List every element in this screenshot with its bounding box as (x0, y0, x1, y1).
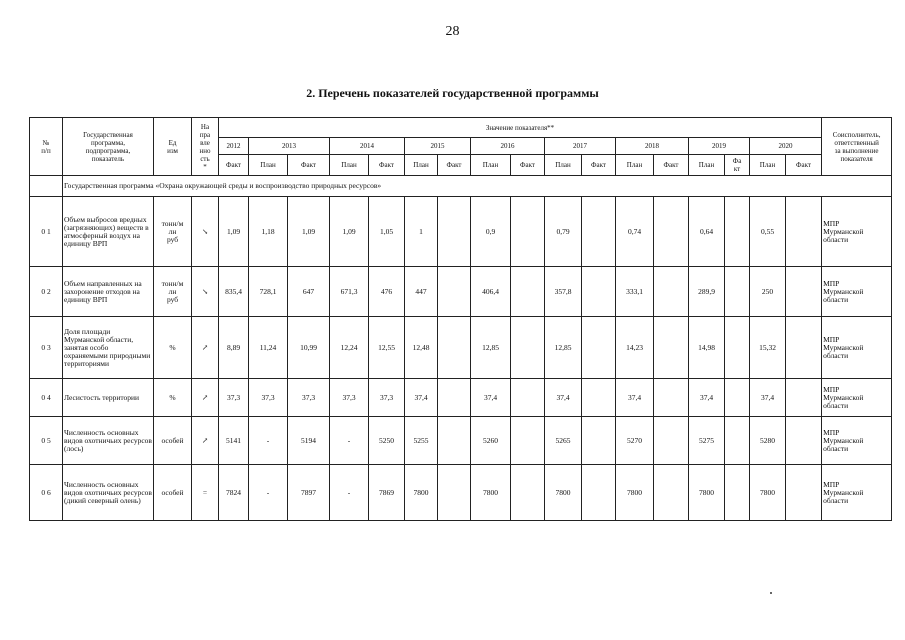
program-title: Государственная программа «Охрана окружающей среды и воспроизводство природных ресурсов» (63, 176, 892, 197)
year-2019: 2019 (689, 138, 750, 155)
row-value: 1,05 (369, 197, 405, 267)
row-value: 289,9 (689, 267, 725, 317)
row-unit: особей (154, 417, 192, 465)
row-unit: тонн/м лн руб (154, 197, 192, 267)
row-value: 37,4 (471, 379, 511, 417)
row-responsible: МПР Мурманской области (822, 379, 892, 417)
row-value (511, 465, 545, 521)
row-value (786, 267, 822, 317)
row-value (654, 379, 689, 417)
fact-2020: Факт (786, 155, 822, 176)
row-value: 250 (750, 267, 786, 317)
row-responsible: МПР Мурманской области (822, 465, 892, 521)
header-num: № п/п (30, 118, 63, 176)
row-value: 37,4 (689, 379, 725, 417)
row-value: 1,18 (249, 197, 288, 267)
plan-2017: План (545, 155, 582, 176)
row-value (786, 379, 822, 417)
row-value: 1,09 (288, 197, 330, 267)
row-indicator-name: Численность основных видов охотничьих ресурсов (дикий северный олень) (63, 465, 154, 521)
fact-2013: Факт (288, 155, 330, 176)
row-value: 12,55 (369, 317, 405, 379)
header-responsible: Соисполнитель, ответственный за выполнение показателя (822, 118, 892, 176)
row-value: 7800 (405, 465, 438, 521)
row-value (654, 465, 689, 521)
row-value: 5255 (405, 417, 438, 465)
year-2016: 2016 (471, 138, 545, 155)
table-row (30, 317, 892, 379)
row-value: 8,89 (219, 317, 249, 379)
row-value: - (330, 465, 369, 521)
row-num: 0 2 (30, 267, 63, 317)
row-value (438, 379, 471, 417)
row-value (786, 417, 822, 465)
row-value (654, 317, 689, 379)
row-value: 10,99 (288, 317, 330, 379)
row-value: 7800 (471, 465, 511, 521)
row-value: 0,55 (750, 197, 786, 267)
row-value (511, 379, 545, 417)
row-value: 406,4 (471, 267, 511, 317)
row-indicator-name: Объем выбросов вредных (загрязняющих) веществ в атмосферный воздух на единицу ВРП (63, 197, 154, 267)
plan-2020: План (750, 155, 786, 176)
row-value: - (249, 417, 288, 465)
row-num: 0 5 (30, 417, 63, 465)
row-value (725, 465, 750, 521)
row-value (654, 267, 689, 317)
row-value (725, 379, 750, 417)
row-value (511, 317, 545, 379)
row-value (786, 197, 822, 267)
fact-2015: Факт (438, 155, 471, 176)
table-row (30, 417, 892, 465)
row-value: 647 (288, 267, 330, 317)
row-indicator-name: Лесистость территории (63, 379, 154, 417)
table-row (30, 379, 892, 417)
row-value (511, 417, 545, 465)
indicator-table (29, 117, 892, 521)
year-2012: 2012 (219, 138, 249, 155)
row-responsible: МПР Мурманской области (822, 317, 892, 379)
row-value: 5250 (369, 417, 405, 465)
row-unit: тонн/м лн руб (154, 267, 192, 317)
row-value: 37,3 (249, 379, 288, 417)
row-value: 1,09 (219, 197, 249, 267)
row-value: 7800 (616, 465, 654, 521)
row-num: 0 3 (30, 317, 63, 379)
year-2013: 2013 (249, 138, 330, 155)
row-direction: ↗ (192, 379, 219, 417)
row-value: 12,85 (545, 317, 582, 379)
row-value: 0,74 (616, 197, 654, 267)
row-num: 0 1 (30, 197, 63, 267)
header-unit: Ед изм (154, 118, 192, 176)
header-values-group: Значение показателя** (219, 118, 822, 138)
fact-2019: Фа кт (725, 155, 750, 176)
row-indicator-name: Численность основных видов охотничьих ресурсов (лось) (63, 417, 154, 465)
plan-2018: План (616, 155, 654, 176)
row-value: 0,9 (471, 197, 511, 267)
row-value: 7897 (288, 465, 330, 521)
row-value (582, 317, 616, 379)
year-2014: 2014 (330, 138, 405, 155)
row-value (438, 197, 471, 267)
row-value: 37,3 (219, 379, 249, 417)
row-value (725, 417, 750, 465)
row-value: 7800 (545, 465, 582, 521)
year-2017: 2017 (545, 138, 616, 155)
row-value (582, 379, 616, 417)
fact-2016: Факт (511, 155, 545, 176)
plan-2014: План (330, 155, 369, 176)
table-row (30, 267, 892, 317)
row-value (438, 465, 471, 521)
row-value: 12,24 (330, 317, 369, 379)
fact-2014: Факт (369, 155, 405, 176)
row-direction: = (192, 465, 219, 521)
row-value: 7824 (219, 465, 249, 521)
row-indicator-name: Объем направленных на захоронение отходов на единицу ВРП (63, 267, 154, 317)
row-num: 0 6 (30, 465, 63, 521)
fact-2012: Факт (219, 155, 249, 176)
row-value: 7800 (750, 465, 786, 521)
table-row (30, 197, 892, 267)
row-value: 7800 (689, 465, 725, 521)
program-row (30, 176, 892, 197)
row-value (786, 465, 822, 521)
row-value: 5260 (471, 417, 511, 465)
row-direction: ↗ (192, 417, 219, 465)
row-responsible: МПР Мурманской области (822, 267, 892, 317)
row-value: 37,4 (545, 379, 582, 417)
row-value: 14,98 (689, 317, 725, 379)
plan-2019: План (689, 155, 725, 176)
row-value: 447 (405, 267, 438, 317)
row-unit: % (154, 317, 192, 379)
row-num: 0 4 (30, 379, 63, 417)
indicator-rows (30, 197, 892, 521)
row-value: 12,48 (405, 317, 438, 379)
row-value: 0,79 (545, 197, 582, 267)
row-indicator-name: Доля площади Мурманской области, занятая особо охраняемыми природными территориями (63, 317, 154, 379)
header-name: Государственная программа, подпрограмма, показатель (63, 118, 154, 176)
row-value: - (249, 465, 288, 521)
row-value: 5265 (545, 417, 582, 465)
row-value: 37,4 (750, 379, 786, 417)
row-value: 5270 (616, 417, 654, 465)
fact-2018: Факт (654, 155, 689, 176)
row-value: 12,85 (471, 317, 511, 379)
row-value (438, 267, 471, 317)
row-value: 37,3 (330, 379, 369, 417)
plan-2015: План (405, 155, 438, 176)
row-value: 476 (369, 267, 405, 317)
row-value: 357,8 (545, 267, 582, 317)
row-value: 835,4 (219, 267, 249, 317)
scan-speck (770, 592, 772, 594)
row-value (654, 417, 689, 465)
row-value: 11,24 (249, 317, 288, 379)
row-direction: ↗ (192, 317, 219, 379)
row-value: 37,4 (616, 379, 654, 417)
row-direction: ↘ (192, 197, 219, 267)
row-value: 671,3 (330, 267, 369, 317)
row-value (582, 465, 616, 521)
row-value: 5194 (288, 417, 330, 465)
row-value (582, 197, 616, 267)
row-value: 1 (405, 197, 438, 267)
row-value: 5280 (750, 417, 786, 465)
row-value: 15,32 (750, 317, 786, 379)
year-2018: 2018 (616, 138, 689, 155)
row-value (582, 267, 616, 317)
row-value (511, 267, 545, 317)
row-value: 37,3 (288, 379, 330, 417)
table-row (30, 465, 892, 521)
plan-2016: План (471, 155, 511, 176)
row-value (725, 267, 750, 317)
plan-2013: План (249, 155, 288, 176)
row-value (438, 417, 471, 465)
row-value: 7869 (369, 465, 405, 521)
row-value: - (330, 417, 369, 465)
row-value: 14,23 (616, 317, 654, 379)
row-responsible: МПР Мурманской области (822, 197, 892, 267)
row-unit: % (154, 379, 192, 417)
page-number: 28 (445, 24, 460, 39)
row-value (654, 197, 689, 267)
row-value: 333,1 (616, 267, 654, 317)
row-value: 5275 (689, 417, 725, 465)
page-title: 2. Перечень показателей государственной программы (306, 86, 599, 100)
row-value (786, 317, 822, 379)
row-value: 1,09 (330, 197, 369, 267)
indicator-table-wrapper (29, 117, 888, 521)
row-value (582, 417, 616, 465)
row-direction: ↘ (192, 267, 219, 317)
fact-2017: Факт (582, 155, 616, 176)
row-value (725, 197, 750, 267)
row-value (725, 317, 750, 379)
row-value: 37,3 (369, 379, 405, 417)
year-2015: 2015 (405, 138, 471, 155)
year-2020: 2020 (750, 138, 822, 155)
row-value (511, 197, 545, 267)
program-row-num (30, 176, 63, 197)
row-value: 728,1 (249, 267, 288, 317)
row-responsible: МПР Мурманской области (822, 417, 892, 465)
row-value: 5141 (219, 417, 249, 465)
row-value: 37,4 (405, 379, 438, 417)
row-value (438, 317, 471, 379)
row-unit: особей (154, 465, 192, 521)
row-value: 0,64 (689, 197, 725, 267)
header-direction: На пра вле нно сть * (192, 118, 219, 176)
